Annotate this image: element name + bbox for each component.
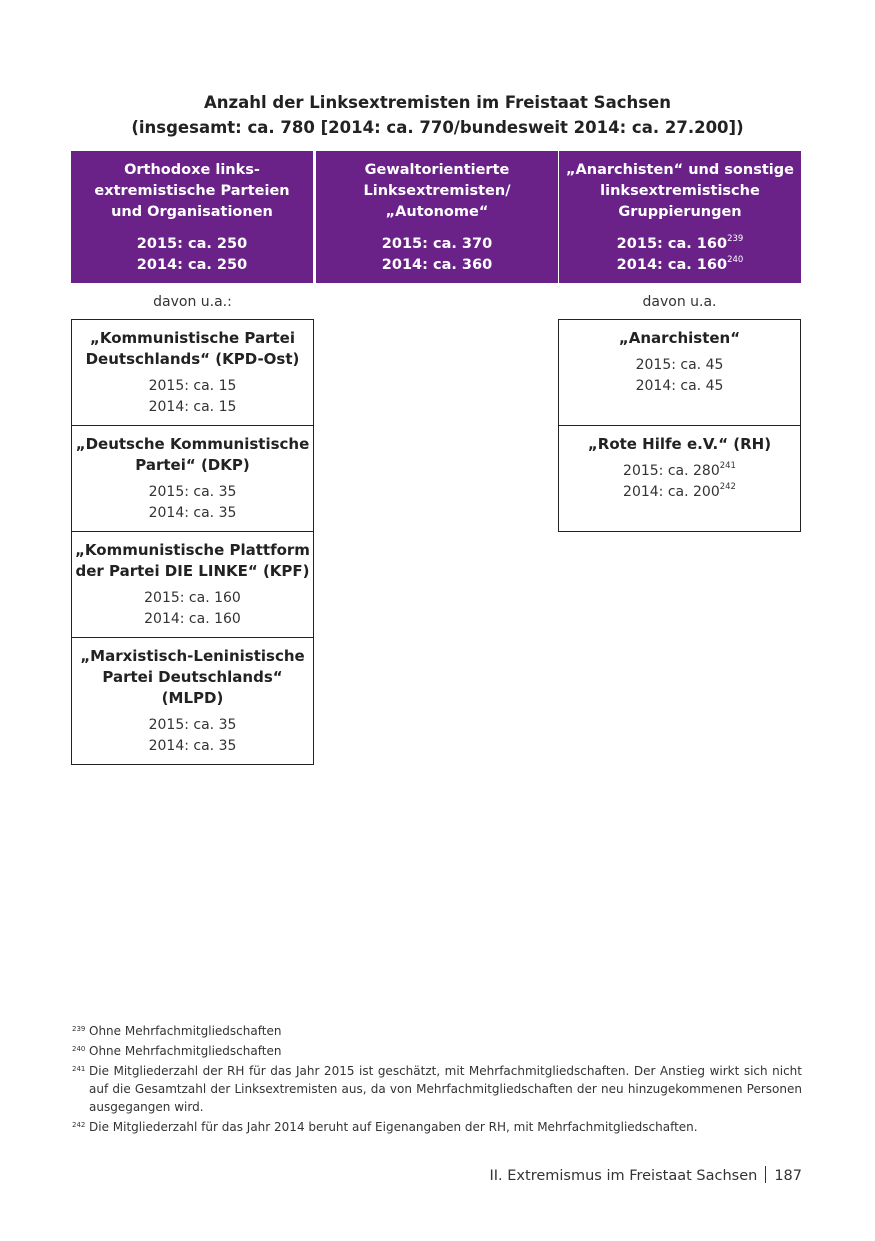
header-line: linksextremistische xyxy=(600,183,760,199)
header-line: Orthodoxe links- xyxy=(124,162,260,178)
footnote-number: 239 xyxy=(72,1025,86,1033)
box-value-2014: 2014: ca. 35 xyxy=(148,505,237,521)
box-line: Partei Deutschlands“ xyxy=(102,668,283,686)
box-line: Deutschlands“ (KPD-Ost) xyxy=(85,350,300,368)
box-value-2015: 2015: ca. 160 xyxy=(144,590,241,606)
footer-section: II. Extremismus im Freistaat Sachsen xyxy=(489,1168,758,1184)
header-line: Gruppierungen xyxy=(618,204,742,220)
header-orthodox xyxy=(71,151,313,283)
header-anarchisten xyxy=(559,151,801,283)
box-mlpd xyxy=(71,637,314,765)
box-anarchisten xyxy=(558,319,801,426)
box-line: Partei“ (DKP) xyxy=(135,456,250,474)
footnote-text: Ohne Mehrfachmitgliedschaften xyxy=(89,1024,282,1038)
box-value-2014: 2014: ca. 35 xyxy=(148,738,237,754)
davon-label-right: davon u.a. xyxy=(642,294,717,310)
box-dkp xyxy=(71,425,314,532)
header-value-2014: 2014: ca. 360 xyxy=(381,257,493,273)
davon-label-left: davon u.a.: xyxy=(153,294,232,310)
page-footer xyxy=(490,1166,803,1186)
box-line: „Deutsche Kommunistische xyxy=(75,435,310,453)
box-kpf xyxy=(71,531,314,638)
box-line: (MLPD) xyxy=(161,689,224,707)
footnote-ref[interactable]: 240 xyxy=(727,255,744,265)
box-value-2015: 2015: ca. 15 xyxy=(148,378,237,394)
box-line: „Anarchisten“ xyxy=(618,329,741,347)
box-value-2015: 2015: ca. 280 xyxy=(623,463,720,479)
footnote-text: Ohne Mehrfachmitgliedschaften xyxy=(89,1044,282,1058)
title-line-2: (insgesamt: ca. 780 [2014: ca. 770/bundesweit 2014: ca. 27.200]) xyxy=(131,118,744,137)
footnote-number: 242 xyxy=(72,1121,86,1129)
header-value-2015: 2015: ca. 250 xyxy=(136,236,248,252)
box-value-2015: 2015: ca. 45 xyxy=(635,357,724,373)
box-kpd-ost xyxy=(71,319,314,426)
box-value-2015: 2015: ca. 35 xyxy=(148,717,237,733)
box-line: der Partei DIE LINKE“ (KPF) xyxy=(75,562,310,580)
footnote-text: Die Mitgliederzahl der RH für das Jahr 2015 ist geschätzt, mit Mehrfachmitgliedschaften. Der Anstieg wirkt sich nicht auf die Gesamtzahl der Linksextremisten aus, da von Mehrfachmitgliedschaften der neu hinzugekommenen Personen ausgegangen wird. xyxy=(89,1064,802,1114)
footnote-item xyxy=(72,1062,802,1116)
box-rote-hilfe xyxy=(558,425,801,532)
header-line: extremistische Parteien xyxy=(94,183,290,199)
title-line-1: Anzahl der Linksextremisten im Freistaat Sachsen xyxy=(204,93,671,112)
footnote-item xyxy=(72,1118,802,1136)
box-value-2015: 2015: ca. 35 xyxy=(148,484,237,500)
box-line: „Kommunistische Plattform xyxy=(75,541,310,559)
box-value-2014: 2014: ca. 200 xyxy=(623,484,720,500)
header-line: Gewaltorientierte xyxy=(364,162,510,178)
header-line: „Autonome“ xyxy=(385,204,489,220)
footnote-item xyxy=(72,1022,802,1040)
header-line: „Anarchisten“ und sonstige xyxy=(566,162,794,178)
footnote-number: 240 xyxy=(72,1045,86,1053)
footnote-item xyxy=(72,1042,802,1060)
footnote-ref[interactable]: 239 xyxy=(727,234,744,244)
footnote-text: Die Mitgliederzahl für das Jahr 2014 beruht auf Eigenangaben der RH, mit Mehrfachmitgliedschaften. xyxy=(89,1120,698,1134)
footnotes xyxy=(72,1022,802,1138)
box-line: „Marxistisch-Leninistische xyxy=(80,647,305,665)
box-value-2014: 2014: ca. 15 xyxy=(148,399,237,415)
box-line: „Kommunistische Partei xyxy=(89,329,295,347)
header-value-2014: 2014: ca. 250 xyxy=(136,257,248,273)
header-value-2015: 2015: ca. 370 xyxy=(381,236,493,252)
footnote-ref[interactable]: 242 xyxy=(719,482,736,492)
footnote-number: 241 xyxy=(72,1065,86,1073)
header-line: und Organisationen xyxy=(111,204,273,220)
footnote-ref[interactable]: 241 xyxy=(719,461,736,471)
header-value-2015: 2015: ca. 160 xyxy=(616,236,728,252)
page-number: 187 xyxy=(774,1168,802,1184)
header-autonome xyxy=(316,151,558,283)
footer-divider xyxy=(765,1166,766,1183)
header-line: Linksextremisten/ xyxy=(363,183,511,199)
chart-title xyxy=(0,90,875,140)
box-line: „Rote Hilfe e.V.“ (RH) xyxy=(587,435,772,453)
header-value-2014: 2014: ca. 160 xyxy=(616,257,728,273)
box-value-2014: 2014: ca. 45 xyxy=(635,378,724,394)
box-value-2014: 2014: ca. 160 xyxy=(144,611,241,627)
